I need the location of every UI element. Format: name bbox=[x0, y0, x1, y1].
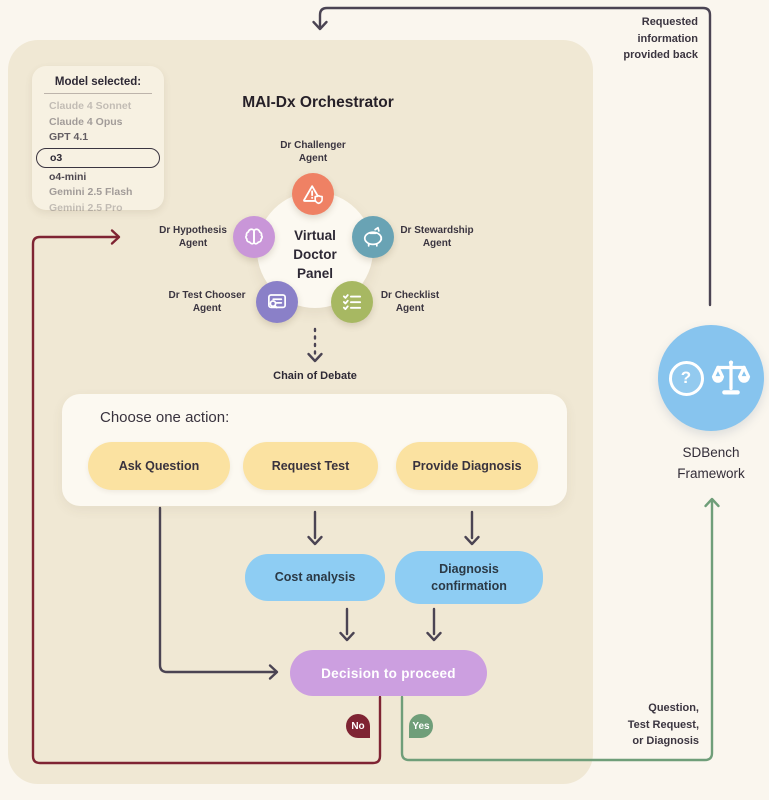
vdp-line-2: Doctor bbox=[293, 247, 337, 262]
divider bbox=[44, 93, 152, 94]
model-option-gpt-4-1[interactable]: GPT 4.1 bbox=[49, 131, 89, 143]
annotation-line: or Diagnosis bbox=[632, 735, 699, 747]
agent-label-hypothesis bbox=[133, 224, 253, 250]
label-line: Dr Stewardship bbox=[400, 225, 474, 236]
label-line: Dr Hypothesis bbox=[159, 225, 227, 236]
yes-badge: Yes bbox=[409, 714, 433, 738]
model-option-gemini-2-5-pro[interactable]: Gemini 2.5 Pro bbox=[49, 201, 123, 214]
scales-icon bbox=[708, 355, 754, 401]
label-line: Diagnosis bbox=[439, 561, 499, 576]
question-mark-icon: ? bbox=[669, 361, 704, 396]
requested-info-annotation bbox=[540, 14, 698, 64]
vdp-line-3: Panel bbox=[296, 266, 334, 281]
question-test-diagnosis-annotation bbox=[540, 700, 699, 750]
label-line: Agent bbox=[395, 303, 425, 314]
diagnosis-confirmation-box bbox=[395, 551, 543, 604]
annotation-line: provided back bbox=[623, 49, 698, 61]
sdbench-label bbox=[646, 442, 769, 484]
decision-to-proceed-box: Decision to proceed bbox=[290, 650, 487, 696]
agent-label-stewardship bbox=[377, 224, 497, 250]
ask-question-button[interactable]: Ask Question bbox=[88, 442, 230, 490]
sdbench-circle bbox=[658, 325, 764, 431]
cost-analysis-box bbox=[245, 554, 385, 601]
form-search-icon bbox=[264, 289, 290, 315]
chain-of-debate-label: Chain of Debate bbox=[273, 370, 357, 382]
vdp-line-1: Virtual bbox=[294, 228, 336, 243]
model-option-o3-selected[interactable]: o3 bbox=[36, 148, 160, 168]
annotation-line: Test Request, bbox=[627, 718, 699, 731]
no-badge: No bbox=[346, 714, 370, 738]
orchestrator-title: MAI-Dx Orchestrator bbox=[242, 94, 394, 111]
annotation-line: Requested bbox=[641, 16, 698, 28]
label-line: Agent bbox=[422, 238, 452, 249]
annotation-line: information bbox=[637, 32, 698, 45]
agent-label-challenger bbox=[253, 139, 373, 165]
label-line: Agent bbox=[192, 303, 222, 314]
label-line: Dr Test Chooser bbox=[168, 290, 246, 301]
label-line: SDBench bbox=[682, 445, 740, 460]
agent-label-checklist bbox=[350, 289, 470, 315]
requested-info-arrowhead bbox=[314, 22, 327, 29]
cost-analysis-label: Cost analysis bbox=[274, 570, 356, 584]
model-selector bbox=[32, 66, 164, 214]
agent-label-test-chooser bbox=[147, 289, 267, 315]
label-line: Framework bbox=[677, 466, 745, 481]
model-option-claude-4-opus[interactable]: Claude 4 Opus bbox=[49, 115, 123, 128]
label-line: Agent bbox=[298, 153, 328, 164]
agent-node-challenger bbox=[292, 173, 334, 215]
annotation-line: Question, bbox=[648, 702, 699, 714]
label-line: Dr Challenger bbox=[280, 140, 346, 151]
model-option-o4-mini[interactable]: o4-mini bbox=[49, 170, 87, 183]
request-test-button[interactable]: Request Test bbox=[243, 442, 378, 490]
provide-diagnosis-button[interactable]: Provide Diagnosis bbox=[396, 442, 538, 490]
model-option-gemini-2-5-flash[interactable]: Gemini 2.5 Flash bbox=[49, 186, 133, 198]
label-line: Agent bbox=[178, 238, 208, 249]
label-line: Dr Checklist bbox=[380, 290, 440, 301]
yes-arrowhead bbox=[706, 499, 719, 506]
action-box-title: Choose one action: bbox=[100, 409, 230, 426]
label-line: confirmation bbox=[431, 578, 507, 593]
model-option-claude-4-sonnet[interactable]: Claude 4 Sonnet bbox=[49, 100, 132, 112]
virtual-doctor-panel-label bbox=[265, 226, 365, 283]
warning-shield-icon bbox=[300, 181, 326, 207]
model-selector-title: Model selected: bbox=[54, 76, 142, 88]
